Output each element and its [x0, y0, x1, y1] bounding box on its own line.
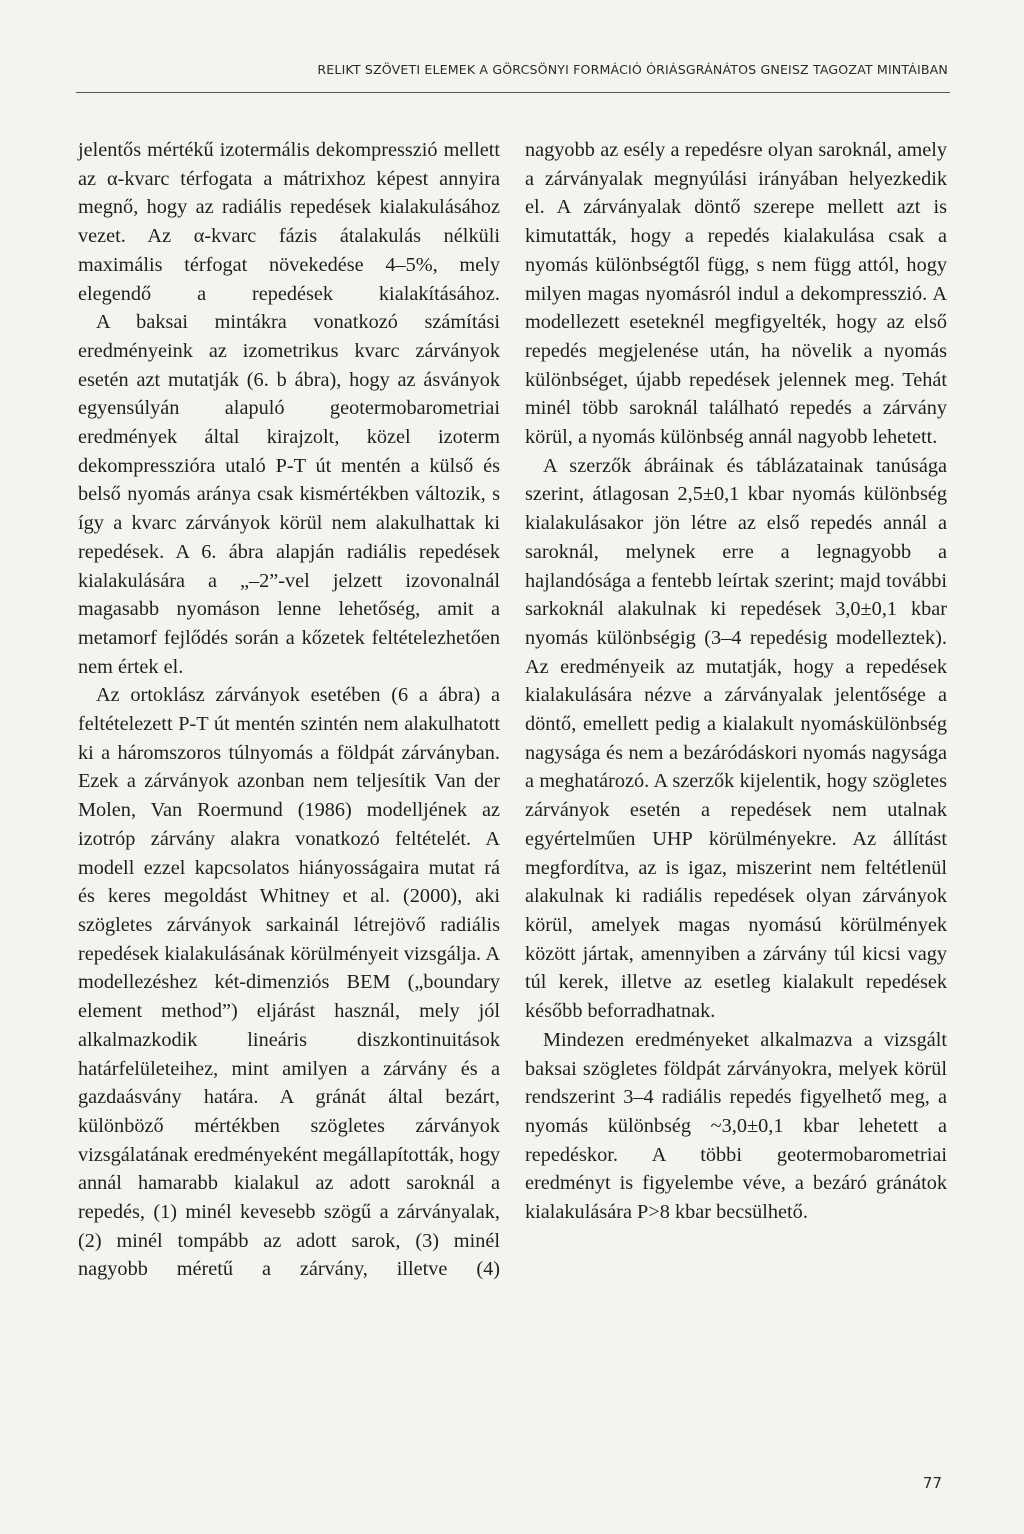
right-paragraph-1: nagyobb az esély a repedésre olyan saroknál, amely a zárványalak megnyúlási irányában helyezkedik el. A zárványalak döntő szerepe mellett azt is kimutatták, hogy a repedés kialakulása csak a nyomás különbségtől függ, s nem függ attól, hogy milyen magas nyomásról indul a dekompresszió. A modellezett eseteknél megfigyelték, hogy az első repedés megjelenése után, ha növelik a nyomás különbséget, újabb repedések jelennek meg. Tehát minél több saroknál található repedés a zárvány körül, a nyomás különbség annál nagyobb lehetett.: [525, 139, 947, 449]
left-paragraph-3: Az ortoklász zárványok esetében (6 a ábra) a feltételezett P-T út mentén szintén nem alakulhatott ki a háromszoros túlnyomás a földpát zárványban. Ezek a zárványok azonban nem teljesítik Van der Molen, Van Roermund (1986) modelljének az izotróp zárvány alakra vonatkozó feltételét. A modell ezzel kapcsolatos hiányosságaira mutat rá és keres megoldást Whitney et al. (2000), aki szögletes zárványok sarkainál létrejövő radiális repedések kialakulásának körülményeit vizsgálja. A modellezéshez két-dimenziós BEM („boundary element method”) eljárást használ, mely jól alkalmazkodik lineáris diszkontinuitások határfelületeihez, mint amilyen a zárvány és a gazdaásvány határa. A gránát által bezárt, különböző mértékben szögletes zárványok vizsgálatának eredményeként megállapították, hogy annál hamarabb kialakul az adott saroknál a repedés, (1) minél kevesebb szögű a zárványalak, (2) minél tompább az adott sarok, (3) minél nagyobb méretű a zárvány, illetve (4): [78, 684, 500, 1281]
right-paragraph-3: Mindezen eredményeket alkalmazva a vizsgált baksai szögletes földpát zárványokra, melyek körül rendszerint 3–4 radiális repedés figyelhető meg, a nyomás különbség ~3,0±0,1 kbar lehetett a repedéskor. A többi geotermobarometriai eredményt is figyelembe véve, a bezáró gránátok kialakulására P>8 kbar becsülhető.: [525, 1028, 947, 1224]
running-title: RELIKT SZÖVETI ELEMEK A GÖRCSÖNYI FORMÁCIÓ ÓRIÁSGRÁNÁTOS GNEISZ TAGOZAT MINTÁIBAN: [317, 62, 948, 77]
header-rule: [76, 92, 950, 93]
left-paragraph-2: A baksai mintákra vonatkozó számítási eredményeink az izometrikus kvarc zárványok esetén azt mutatják (6. b ábra), hogy az ásványok egyensúlyán alapuló geotermobarometriai eredmények által kirajzolt, közel izoterm dekompresszióra utaló P-T út mentén a külső és belső nyomás aránya csak kismértékben változik, s így a kvarc zárványok körül nem alakulhattak ki repedések. A 6. ábra alapján radiális repedések kialakulására a „–2”-vel jelzett izovonalnál magasabb nyomáson lenne lehetőség, amit a metamorf fejlődés során a kőzetek feltételezhetően nem értek el.: [78, 311, 500, 678]
left-paragraph-1: jelentős mértékű izotermális dekompresszió mellett az α-kvarc térfogata a mátrixhoz képest annyira megnő, hogy az radiális repedések kialakulásához vezet. Az α-kvarc fázis átalakulás nélküli maximális térfogat növekedése 4–5%, mely elegendő a repedések kialakításához.: [78, 139, 500, 305]
right-column: [525, 136, 947, 1227]
right-paragraph-2: A szerzők ábráinak és táblázatainak tanúsága szerint, átlagosan 2,5±0,1 kbar nyomás különbség kialakulásakor jön létre az első repedés annál a saroknál, melynek erre a legnagyobb a hajlandósága a fentebb leírtak szerint; majd további sarkoknál alakulnak ki repedések 3,0±0,1 kbar nyomás különbségig (3–4 repedésig modelleztek). Az eredményeik az mutatják, hogy a repedések kialakulására nézve a zárványalak jelentősége a döntő, emellett pedig a kialakult nyomáskülönbség nagysága és nem a bezáródáskori nyomás nagysága a meghatározó. A szerzők kijelentik, hogy szögletes zárványok esetén a repedések nem utalnak egyértelműen UHP körülményekre. Az állítást megfordítva, az is igaz, miszerint nem feltétlenül alakulnak ki radiális repedések olyan zárványok körül, amelyek magas nyomású körülmények között jártak, amennyiben a zárvány túl kicsi vagy túl kerek, illetve az esetleg kialakult repedések később beforradhatnak.: [525, 454, 947, 1023]
page-number: 77: [922, 1474, 942, 1492]
left-column: [78, 136, 500, 1284]
